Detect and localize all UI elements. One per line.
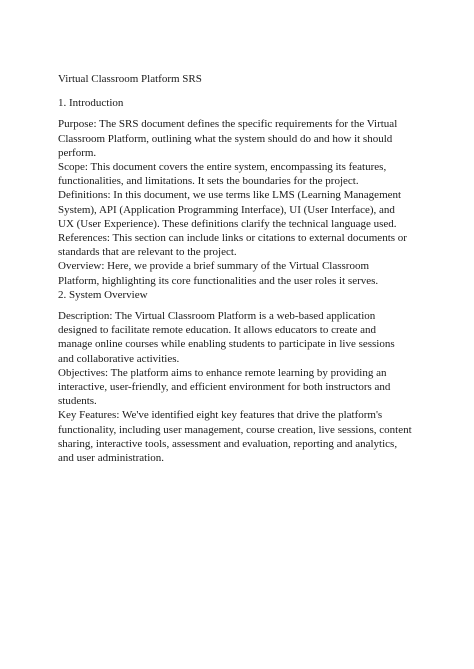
- text-line: and user administration.: [58, 452, 165, 465]
- text-line: interactive, user-friendly, and efficient environment for both instructors and: [58, 381, 391, 394]
- text-line: functionalities, and limitations. It sets the boundaries for the project.: [58, 175, 359, 188]
- paragraph-description: [58, 309, 418, 366]
- paragraph-references: [58, 231, 418, 259]
- paragraph-objectives: [58, 366, 418, 409]
- text-line: Definitions: In this document, we use terms like LMS (Learning Management: [58, 189, 402, 202]
- paragraph-overview: [58, 259, 418, 287]
- section-heading-introduction: 1. Introduction: [58, 97, 124, 110]
- text-line: Scope: This document covers the entire system, encompassing its features,: [58, 161, 387, 174]
- text-line: and collaborative activities.: [58, 352, 180, 365]
- text-line: Key Features: We've identified eight key features that drive the platform's: [58, 409, 383, 422]
- text-line: Description: The Virtual Classroom Platform is a web-based application: [58, 310, 376, 323]
- text-line: perform.: [58, 146, 97, 159]
- document-page: [58, 72, 418, 465]
- text-line: Platform, highlighting its core functionalities and the user roles it serves.: [58, 274, 379, 287]
- section-heading-system-overview: 2. System Overview: [58, 288, 148, 301]
- text-line: students.: [58, 395, 97, 408]
- text-line: Classroom Platform, outlining what the system should do and how it should: [58, 132, 393, 145]
- text-line: sharing, interactive tools, assessment and evaluation, reporting and analytics,: [58, 437, 398, 450]
- text-line: Overview: Here, we provide a brief summary of the Virtual Classroom: [58, 260, 370, 273]
- paragraph-definitions: [58, 188, 418, 231]
- paragraph-scope: [58, 160, 418, 188]
- text-line: functionality, including user management, course creation, live sessions, content: [58, 423, 412, 436]
- text-line: UX (User Experience). These definitions clarify the technical language used.: [58, 217, 397, 230]
- paragraph-key-features: [58, 408, 418, 465]
- text-line: Purpose: The SRS document defines the specific requirements for the Virtual: [58, 118, 398, 131]
- text-line: designed to facilitate remote education. It allows educators to create and: [58, 324, 376, 337]
- document-title: Virtual Classroom Platform SRS: [58, 73, 202, 85]
- text-line: manage online courses while enabling students to participate in live sessions: [58, 338, 395, 351]
- text-line: System), API (Application Programming Interface), UI (User Interface), and: [58, 203, 395, 216]
- text-line: References: This section can include links or citations to external documents or: [58, 232, 407, 245]
- paragraph-purpose: [58, 117, 418, 160]
- text-line: Objectives: The platform aims to enhance remote learning by providing an: [58, 366, 387, 379]
- text-line: standards that are relevant to the project.: [58, 246, 237, 259]
